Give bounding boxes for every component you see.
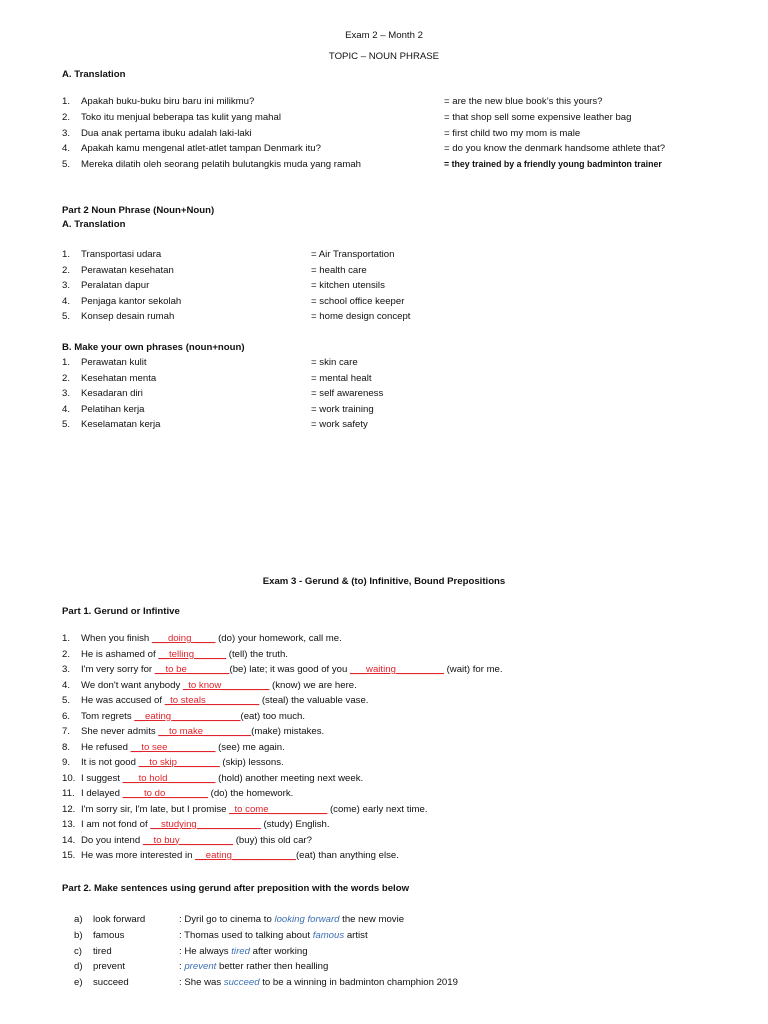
item-sentence: [81, 710, 305, 723]
item-text: Transportasi udara: [81, 249, 162, 260]
part1-heading: A. Translation: [62, 69, 126, 80]
item-number: 3.: [62, 280, 71, 292]
item-answer: = they trained by a friendly young badminton trainer: [444, 159, 662, 170]
item-number: 4.: [62, 679, 71, 691]
sentence-fragment: : He always: [179, 945, 232, 957]
item-answer: = mental healt: [311, 372, 372, 384]
item-number: 5.: [62, 159, 71, 171]
item-number: 9.: [62, 757, 71, 768]
item-word: famous: [93, 929, 125, 941]
sentence-fragment: (make) mistakes.: [251, 726, 325, 737]
item-number: 1.: [62, 96, 71, 107]
sentence-fragment: (tell) the truth.: [226, 648, 288, 660]
item-number: 1.: [62, 357, 71, 368]
highlighted-word: tired: [231, 945, 250, 957]
sentence-fragment: He is ashamed of: [81, 648, 159, 660]
item-word: tired: [93, 945, 112, 957]
part2-heading: Part 2 Noun Phrase (Noun+Noun): [62, 205, 215, 216]
part2-sub-a-heading: A. Translation: [62, 219, 126, 230]
item-answer: = Air Transportation: [311, 249, 395, 260]
sentence-fragment: It is not good: [81, 757, 139, 768]
sentence-fragment: to be a winning in badminton champhion 2019: [259, 977, 458, 989]
item-text: Peralatan dapur: [81, 280, 150, 292]
answer-blank: _to come___________: [229, 803, 328, 815]
highlighted-word: looking forward: [274, 914, 340, 925]
item-number: 14.: [62, 834, 76, 846]
answer-blank: __studying____________: [150, 819, 261, 830]
item-number: 2.: [62, 264, 71, 276]
answer-blank: __to buy__________: [142, 834, 234, 846]
sentence-fragment: She never admits: [81, 726, 159, 737]
item-sentence: [81, 803, 428, 816]
item-answer: = work training: [311, 403, 374, 415]
item-text: Dua anak pertama ibuku adalah laki-laki: [81, 127, 252, 139]
item-sentence: [81, 741, 285, 754]
answer-blank: __to make_________: [158, 726, 252, 737]
sentence-fragment: He was accused of: [81, 695, 165, 706]
sentence-fragment: I'm sorry sir, I'm late, but I promise: [81, 803, 230, 815]
item-answer: = that shop sell some expensive leather bag: [444, 111, 632, 123]
item-number: 2.: [62, 648, 71, 660]
item-number: 5.: [62, 695, 71, 706]
item-letter: b): [74, 929, 83, 941]
sentence-fragment: I delayed: [81, 788, 123, 799]
answer-blank: ___to hold_________: [122, 772, 216, 784]
item-number: 4.: [62, 143, 71, 155]
answer-blank: __eating____________: [195, 850, 296, 861]
item-letter: a): [74, 914, 83, 925]
item-text: Kesehatan menta: [81, 372, 157, 384]
sentence-fragment: after working: [249, 945, 308, 957]
item-text: Pelatihan kerja: [81, 403, 145, 415]
item-sentence: [81, 679, 357, 692]
item-answer: = are the new blue book’s this yours?: [444, 96, 603, 107]
item-number: 8.: [62, 741, 71, 753]
sentence-fragment: He was more interested in: [81, 850, 196, 861]
item-number: 6.: [62, 710, 71, 722]
answer-blank: ____to do________: [122, 788, 208, 799]
sentence-fragment: (be) late; it was good of you: [229, 664, 351, 675]
highlighted-word: famous: [312, 929, 345, 941]
item-letter: c): [74, 945, 82, 957]
item-sentence: [81, 756, 284, 769]
item-answer: = first child two my mom is male: [444, 127, 581, 139]
item-sentence: [179, 960, 328, 973]
item-sentence: [81, 694, 368, 707]
sentence-fragment: (hold) another meeting next week.: [215, 772, 364, 784]
sentence-fragment: :: [179, 961, 185, 973]
exam3-part2-heading: Part 2. Make sentences using gerund after preposition with the words below: [62, 883, 410, 894]
item-sentence: [81, 772, 363, 785]
answer-blank: __to be________: [154, 664, 230, 675]
item-answer: = school office keeper: [311, 295, 405, 307]
item-sentence: [81, 725, 324, 738]
exam2-topic: TOPIC – NOUN PHRASE: [328, 51, 440, 62]
sentence-fragment: (wait) for me.: [443, 664, 503, 675]
item-text: Apakah kamu mengenal atlet-atlet tampan Denmark itu?: [81, 143, 321, 155]
item-number: 13.: [62, 819, 76, 830]
item-number: 5.: [62, 311, 71, 323]
exam2-title: Exam 2 – Month 2: [345, 30, 423, 41]
answer-blank: _to know_________: [182, 679, 270, 691]
item-sentence: [179, 913, 404, 926]
sentence-fragment: He refused: [81, 741, 131, 753]
item-sentence: [81, 787, 293, 800]
item-number: 3.: [62, 388, 71, 400]
item-sentence: [81, 663, 503, 676]
item-number: 1.: [62, 633, 71, 644]
answer-blank: _to steals__________: [164, 695, 260, 706]
item-text: Toko itu menjual beberapa tas kulit yang mahal: [81, 111, 281, 123]
item-text: Keselamatan kerja: [81, 419, 161, 431]
item-number: 12.: [62, 803, 76, 815]
item-number: 3.: [62, 664, 71, 675]
item-word: look forward: [93, 914, 146, 925]
item-number: 7.: [62, 726, 71, 737]
answer-blank: __to skip________: [138, 757, 220, 768]
item-number: 10.: [62, 772, 76, 784]
item-answer: = health care: [311, 264, 367, 276]
sentence-fragment: I am not fond of: [81, 819, 151, 830]
item-sentence: [81, 849, 399, 862]
sentence-fragment: (buy) this old car?: [233, 834, 312, 846]
sentence-fragment: I suggest: [81, 772, 123, 784]
item-word: succeed: [93, 977, 129, 989]
item-number: 2.: [62, 111, 71, 123]
answer-blank: ___doing ____: [151, 633, 216, 644]
answer-blank: ___waiting_________: [350, 664, 444, 675]
item-letter: e): [74, 977, 83, 989]
item-answer: = self awareness: [311, 388, 384, 400]
highlighted-word: prevent: [184, 961, 217, 973]
part2-sub-b-heading: B. Make your own phrases (noun+noun): [62, 342, 245, 353]
sentence-fragment: Do you intend: [81, 834, 143, 846]
item-letter: d): [74, 961, 83, 973]
item-sentence: [179, 976, 458, 989]
item-text: Mereka dilatih oleh seorang pelatih bulutangkis muda yang ramah: [81, 159, 361, 171]
sentence-fragment: (steal) the valuable vase.: [259, 695, 369, 706]
item-text: Konsep desain rumah: [81, 311, 175, 323]
sentence-fragment: the new movie: [339, 914, 405, 925]
sentence-fragment: (come) early next time.: [327, 803, 428, 815]
item-number: 4.: [62, 403, 71, 415]
sentence-fragment: (do) the homework.: [207, 788, 294, 799]
item-word: prevent: [93, 961, 125, 973]
exam3-part1-heading: Part 1. Gerund or Infintive: [62, 606, 180, 617]
item-sentence: [81, 834, 312, 847]
sentence-fragment: (see) me again.: [215, 741, 285, 753]
item-number: 1.: [62, 249, 71, 260]
item-sentence: [81, 648, 288, 661]
sentence-fragment: Tom regrets: [81, 710, 135, 722]
sentence-fragment: better rather then healling: [216, 961, 329, 973]
sentence-fragment: I'm very sorry for: [81, 664, 155, 675]
answer-blank: __to see_________: [130, 741, 216, 753]
sentence-fragment: When you finish: [81, 633, 152, 644]
sentence-fragment: (skip) lessons.: [219, 757, 284, 768]
item-sentence: [179, 945, 308, 958]
item-sentence: [81, 818, 330, 831]
item-text: Perawatan kesehatan: [81, 264, 174, 276]
item-sentence: [81, 632, 342, 645]
sentence-fragment: (study) English.: [260, 819, 330, 830]
sentence-fragment: (do) your homework, call me.: [215, 633, 342, 644]
item-sentence: [179, 929, 368, 942]
sentence-fragment: : Dyril go to cinema to: [179, 914, 275, 925]
item-text: Penjaga kantor sekolah: [81, 295, 182, 307]
exam3-title: Exam 3 - Gerund & (to) Infinitive, Bound Prepositions: [262, 576, 506, 587]
item-answer: = do you know the denmark handsome athlete that?: [444, 143, 666, 155]
item-text: Apakah buku-buku biru baru ini milikmu?: [81, 96, 255, 107]
item-number: 15.: [62, 850, 76, 861]
sentence-fragment: (know) we are here.: [269, 679, 357, 691]
item-answer: = skin care: [311, 357, 358, 368]
sentence-fragment: : Thomas used to talking about: [179, 929, 313, 941]
item-number: 3.: [62, 127, 71, 139]
sentence-fragment: We don't want anybody: [81, 679, 183, 691]
item-number: 11.: [62, 788, 75, 799]
item-answer: = home design concept: [311, 311, 411, 323]
answer-blank: __eating_____________: [134, 710, 241, 722]
item-answer: = work safety: [311, 419, 368, 431]
item-text: Perawatan kulit: [81, 357, 147, 368]
item-answer: = kitchen utensils: [311, 280, 385, 292]
sentence-fragment: : She was: [179, 977, 224, 989]
sentence-fragment: (eat) than anything else.: [295, 850, 399, 861]
sentence-fragment: (eat) too much.: [240, 710, 306, 722]
answer-blank: __telling______: [158, 648, 227, 660]
item-number: 4.: [62, 295, 71, 307]
item-text: Kesadaran diri: [81, 388, 143, 400]
highlighted-word: succeed: [223, 977, 260, 989]
item-number: 2.: [62, 372, 71, 384]
item-number: 5.: [62, 419, 71, 431]
sentence-fragment: artist: [344, 929, 368, 941]
